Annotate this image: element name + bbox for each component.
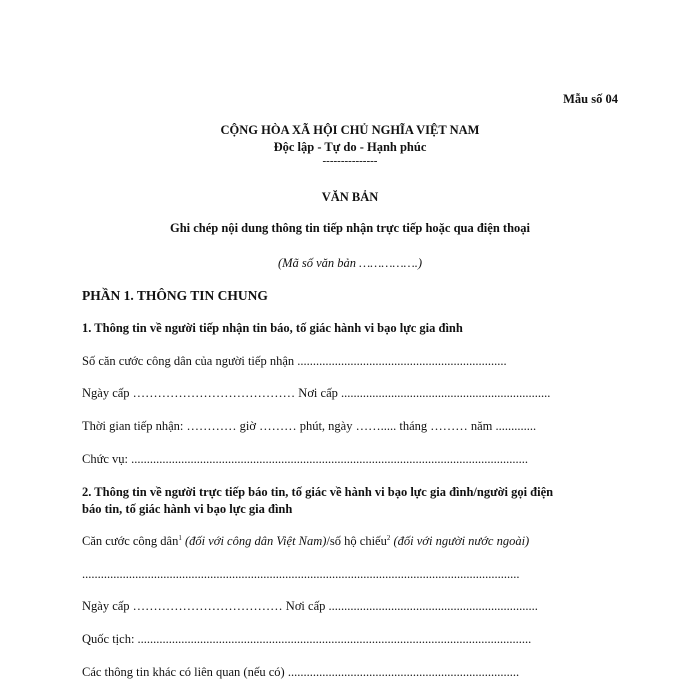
id-label-passport-note: (đối với người nước ngoài) xyxy=(390,534,530,548)
reporter-id-dots: ............................................................................................................................................ xyxy=(82,567,520,581)
reporter-issue-date-field: Ngày cấp ……………………………… Nơi cấp ................................................................... xyxy=(82,599,538,613)
footnote-1: 1 xyxy=(178,533,182,542)
id-label-passport: /số hộ chiếu xyxy=(326,534,387,548)
id-label-citizen-note: (đối với công dân Việt Nam) xyxy=(181,534,327,548)
receiver-issue-date-field: Ngày cấp ………………………………… Nơi cấp ................................................................... xyxy=(82,386,551,400)
position-field: Chức vụ: ............................................................................................................................... xyxy=(82,452,529,466)
section1-heading: 1. Thông tin về người tiếp nhận tin báo, tố giác hành vi bạo lực gia đình xyxy=(82,321,463,335)
reporter-id-label xyxy=(82,533,529,549)
footnote-2: 2 xyxy=(386,533,391,542)
country-name: CỘNG HÒA XÃ HỘI CHỦ NGHĨA VIỆT NAM xyxy=(220,123,480,137)
other-info-field: Các thông tin khác có liên quan (nếu có) .......................................................................... xyxy=(82,665,520,679)
part1-heading: PHẦN 1. THÔNG TIN CHUNG xyxy=(82,288,268,303)
nationality-field: Quốc tịch: .............................................................................................................................. xyxy=(82,632,532,646)
form-number: Mẫu số 04 xyxy=(563,92,618,106)
header-separator: --------------- xyxy=(322,155,378,167)
section2-heading-line2: báo tin, tố giác hành vi bạo lực gia đình xyxy=(82,502,293,516)
national-motto: Độc lập - Tự do - Hạnh phúc xyxy=(273,140,427,154)
document-title: VĂN BẢN xyxy=(321,190,379,204)
receiver-id-field: Số căn cước công dân của người tiếp nhận ................................................................... xyxy=(82,354,507,368)
document-code: (Mã số văn bản …………….) xyxy=(277,256,423,270)
section2-heading-line1: 2. Thông tin về người trực tiếp báo tin, tố giác về hành vi bạo lực gia đình/người gọi điện xyxy=(82,485,554,499)
receive-time-field: Thời gian tiếp nhận: ………… giờ ……… phút, ngày ……..... tháng ……… năm ............. xyxy=(82,419,537,433)
id-label-citizen: Căn cước công dân xyxy=(82,534,179,548)
document-subtitle: Ghi chép nội dung thông tin tiếp nhận trực tiếp hoặc qua điện thoại xyxy=(169,221,530,235)
